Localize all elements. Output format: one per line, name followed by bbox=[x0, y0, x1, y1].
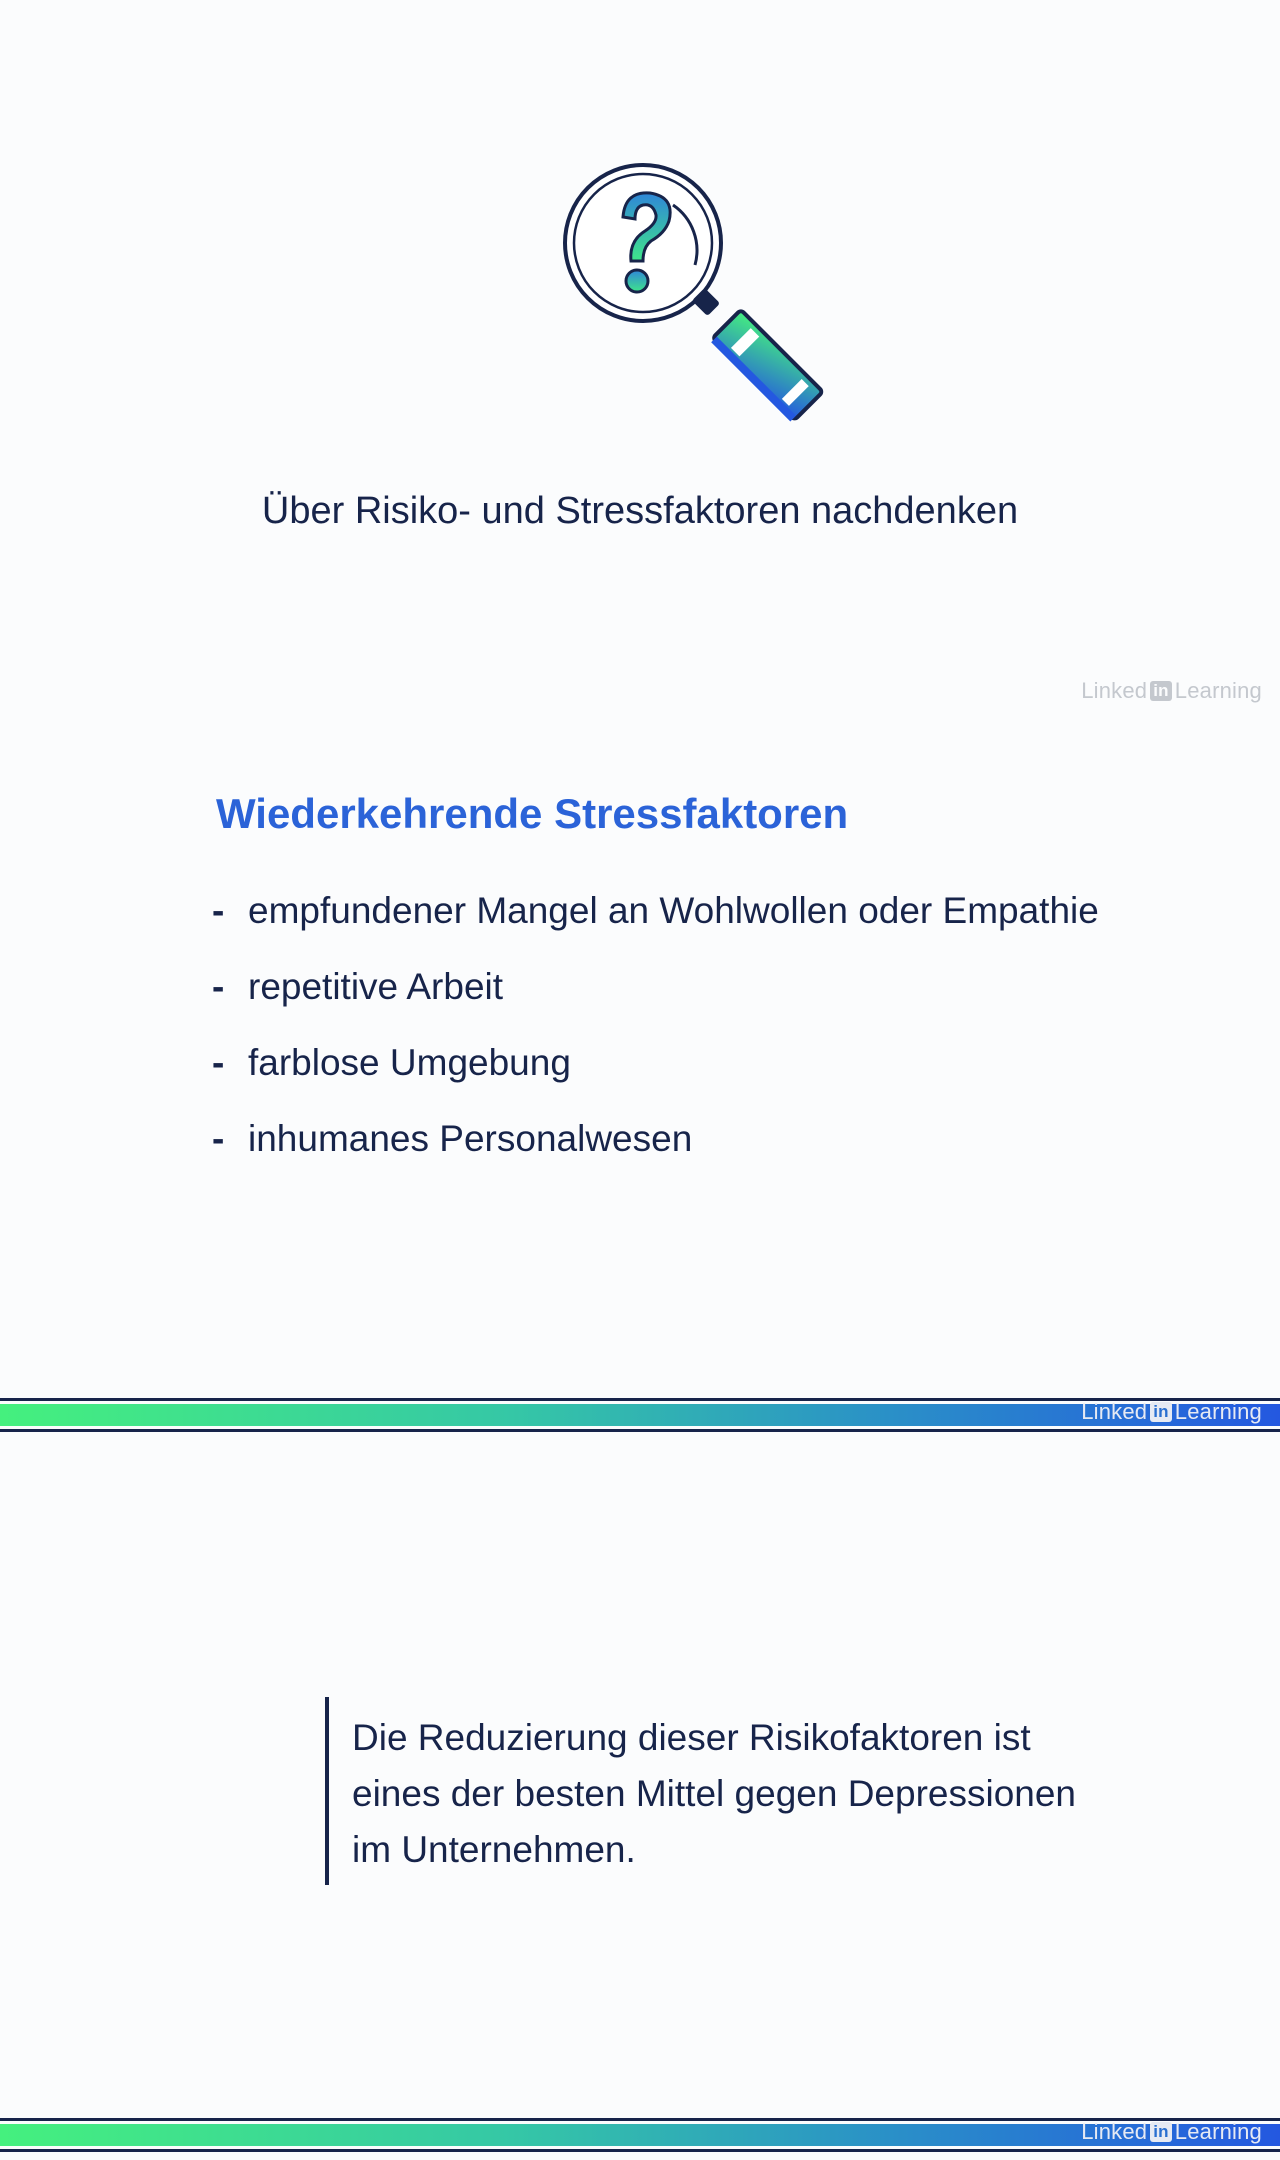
bullet-text: empfundener Mangel an Wohlwollen oder Empathie bbox=[248, 890, 1099, 931]
slide-intro bbox=[0, 0, 1280, 720]
bullet-text: repetitive Arbeit bbox=[248, 966, 504, 1007]
bullet-text: farblose Umgebung bbox=[248, 1042, 571, 1083]
list-item bbox=[212, 1118, 1099, 1194]
watermark-learning: Learning bbox=[1174, 2119, 1262, 2144]
slide-conclusion bbox=[0, 1440, 1280, 2160]
quote-line: im Unternehmen. bbox=[352, 1829, 636, 1870]
watermark-in-box: in bbox=[1150, 1402, 1172, 1422]
watermark-linked: Linked bbox=[1081, 1399, 1148, 1424]
quote-text bbox=[352, 1710, 1152, 1878]
bar-line-bottom bbox=[0, 2149, 1280, 2152]
watermark-in-box: in bbox=[1150, 681, 1172, 701]
bullet-text: inhumanes Personalwesen bbox=[248, 1118, 693, 1159]
watermark-learning: Learning bbox=[1174, 678, 1262, 703]
bullet-dash: - bbox=[212, 1042, 225, 1083]
list-item bbox=[212, 966, 1099, 1042]
section-heading: Wiederkehrende Stressfaktoren bbox=[216, 790, 849, 837]
watermark-learning: Learning bbox=[1174, 1399, 1262, 1424]
quote-line: eines der besten Mittel gegen Depressionen bbox=[352, 1773, 1077, 1814]
magnifying-glass-question-icon bbox=[555, 155, 835, 435]
watermark-in-box: in bbox=[1150, 2122, 1172, 2142]
quote-line: Die Reduzierung dieser Risikofaktoren ist bbox=[352, 1717, 1031, 1758]
list-item bbox=[212, 890, 1099, 966]
bullet-dash: - bbox=[212, 966, 225, 1007]
quote-rule bbox=[325, 1697, 329, 1885]
bullet-list bbox=[212, 890, 1099, 1194]
slide-caption: Über Risiko- und Stressfaktoren nachdenken bbox=[261, 490, 1019, 532]
bullet-dash: - bbox=[212, 890, 225, 931]
watermark-linked: Linked bbox=[1081, 678, 1148, 703]
bar-line-bottom bbox=[0, 1429, 1280, 1432]
list-item bbox=[212, 1042, 1099, 1118]
bullet-dash: - bbox=[212, 1118, 225, 1159]
linkedin-learning-watermark bbox=[1081, 1399, 1262, 1425]
watermark-linked: Linked bbox=[1081, 2119, 1148, 2144]
slide-stress-factors bbox=[0, 720, 1280, 1440]
linkedin-learning-watermark bbox=[1081, 678, 1262, 704]
linkedin-learning-watermark bbox=[1081, 2119, 1262, 2145]
